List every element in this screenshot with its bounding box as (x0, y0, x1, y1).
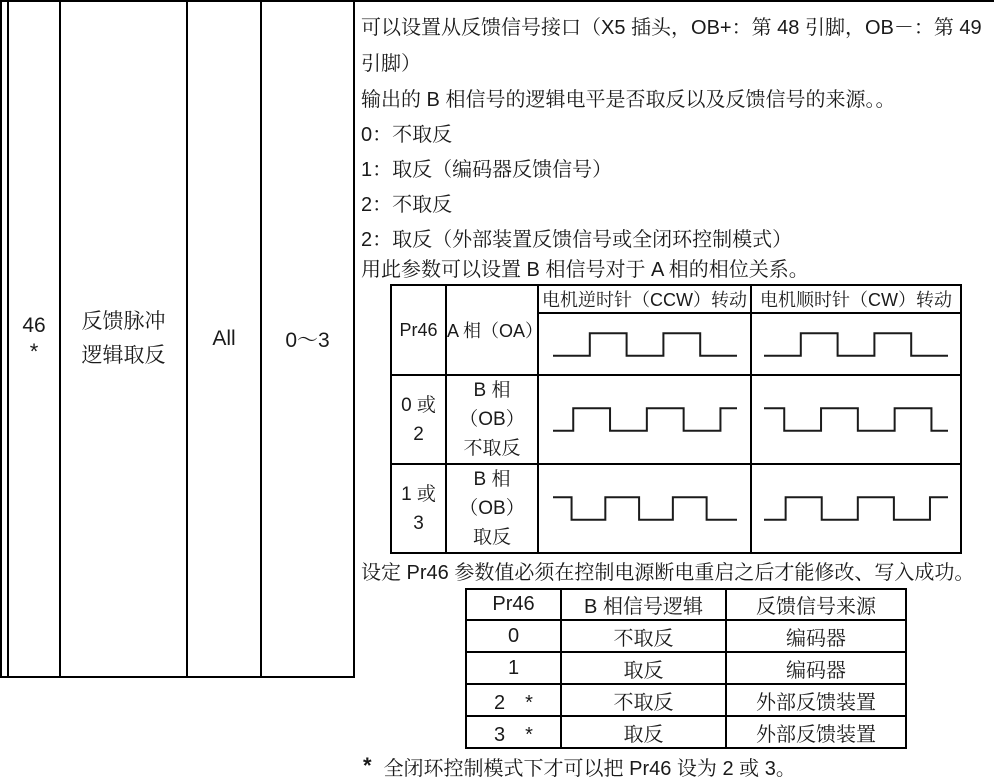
b-normal-value-line1: 0 或 (401, 394, 436, 416)
param-name-line1: 反馈脉冲 (81, 310, 166, 333)
footnote-text: 全闭环控制模式下才可以把 Pr46 设为 2 或 3。 (383, 757, 796, 780)
logic-cell: 取反 (561, 652, 726, 684)
value-table-header-source: 反馈信号来源 (726, 589, 906, 620)
param-number-star: * (29, 339, 39, 364)
b-inverted-label-line1: B 相（OB） (459, 469, 525, 519)
b-inverted-value-cell (391, 464, 446, 553)
setting-range: 0～3 (285, 329, 330, 352)
value-table (465, 588, 907, 749)
value-table-header-row (466, 589, 906, 620)
value-table-row-2 (466, 684, 906, 716)
value-table-row-1 (466, 652, 906, 684)
value-table-header-logic: B 相信号逻辑 (561, 589, 726, 620)
source-cell: 外部反馈装置 (726, 716, 906, 748)
value-table-row-3 (466, 716, 906, 748)
waveform-a-ccw (539, 328, 750, 361)
intro-line1: 可以设置从反馈信号接口（X5 插头，OB+：第 48 引脚，OB－：第 49 引脚） (361, 17, 982, 75)
intro-paragraph (361, 10, 992, 118)
b-inverted-value-line1: 1 或 (401, 483, 436, 505)
footnote (363, 753, 992, 780)
value-cell: 3 * (466, 716, 561, 748)
b-normal-ccw-cell (538, 375, 751, 464)
intro-line2: 输出的 B 相信号的逻辑电平是否取反以及反馈信号的来源。。 (361, 89, 896, 111)
b-normal-label-line1: B 相（OB） (459, 380, 525, 430)
b-normal-cw-cell (751, 375, 961, 464)
value-table-header-pr46: Pr46 (466, 589, 561, 620)
a-phase-ccw-cell (538, 313, 751, 375)
param-number-cell (9, 2, 61, 678)
b-normal-label-line2: 不取反 (463, 438, 521, 459)
setting-range-cell (262, 2, 355, 678)
waveform-b-inverted-cw (752, 492, 960, 525)
ccw-header-cell: 电机逆时针（CCW）转动 (538, 285, 751, 313)
control-mode-cell (188, 2, 262, 678)
waveform-b-inverted-ccw (539, 492, 750, 525)
waveform-b-normal-cw (752, 403, 960, 436)
b-inverted-ccw-cell (538, 464, 751, 553)
waveform-a-cw (752, 328, 960, 361)
b-inverted-label-cell (446, 464, 538, 553)
logic-cell: 不取反 (561, 684, 726, 716)
b-inverted-value-line2: 3 (413, 512, 424, 534)
logic-cell: 取反 (561, 716, 726, 748)
restart-note: 设定 Pr46 参数值必须在控制电源断电重启之后才能修改、写入成功。 (361, 562, 975, 584)
control-mode: All (212, 327, 236, 350)
a-phase-cw-cell (751, 313, 961, 375)
description-cell (355, 2, 992, 780)
b-normal-value-line2: 2 (413, 423, 424, 445)
waveform-b-normal-ccw (539, 403, 750, 436)
clipped-left-column (0, 2, 9, 678)
option-line-0: 0：不取反 (361, 124, 453, 146)
option-line-2: 2：不取反 (361, 194, 453, 216)
source-cell: 外部反馈装置 (726, 684, 906, 716)
option-line-3: 2：取反（外部装置反馈信号或全闭环控制模式） (361, 229, 793, 251)
param-number: 46 (22, 314, 46, 337)
a-phase-label-cell: A 相（OA） (446, 285, 538, 375)
b-normal-label-cell (446, 375, 538, 464)
waveform-table (390, 284, 962, 554)
footnote-asterisk: * (363, 753, 372, 778)
option-line-1: 1：取反（编码器反馈信号） (361, 159, 613, 181)
param-name-cell (61, 2, 188, 678)
source-cell: 编码器 (726, 620, 906, 652)
value-cell: 0 (466, 620, 561, 652)
source-cell: 编码器 (726, 652, 906, 684)
phase-relation-note: 用此参数可以设置 B 相信号对于 A 相的相位关系。 (361, 259, 809, 281)
b-inverted-label-line2: 取反 (472, 527, 511, 548)
b-inverted-cw-cell (751, 464, 961, 553)
cw-header-cell: 电机顺时针（CW）转动 (751, 285, 961, 313)
pr46-label-cell: Pr46 (391, 285, 446, 375)
value-cell: 2 * (466, 684, 561, 716)
value-cell: 1 (466, 652, 561, 684)
logic-cell: 不取反 (561, 620, 726, 652)
param-name-line2: 逻辑取反 (81, 344, 166, 367)
b-normal-value-cell (391, 375, 446, 464)
value-table-row-0 (466, 620, 906, 652)
